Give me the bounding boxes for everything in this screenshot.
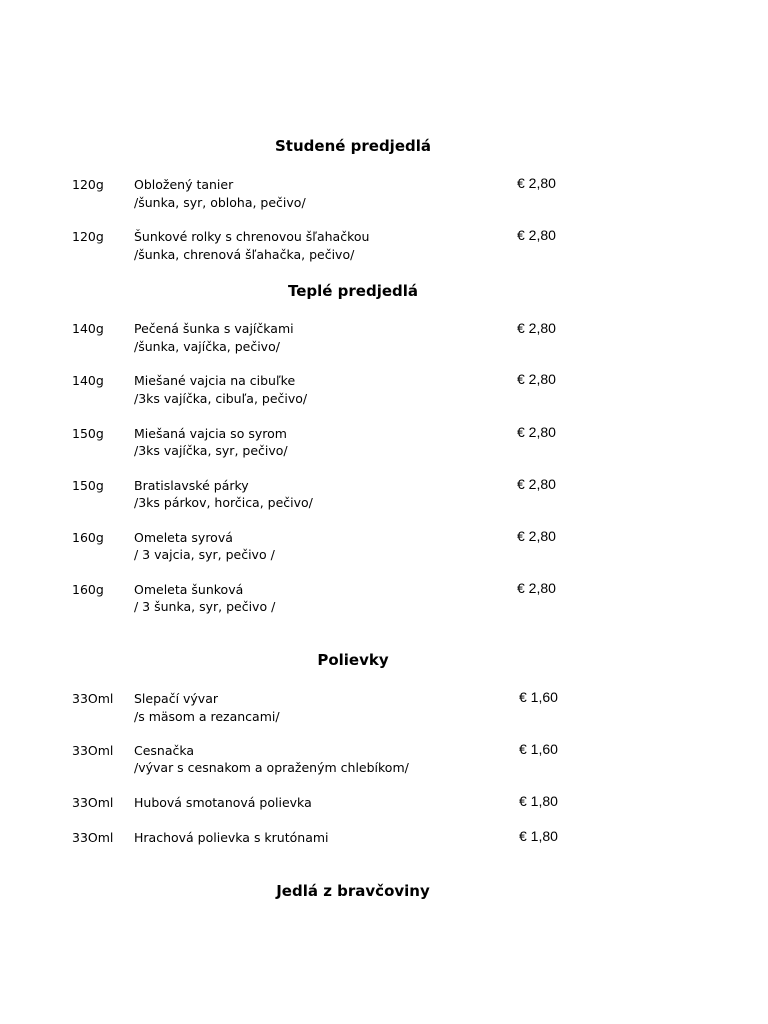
item-price: € 2,80 <box>517 175 556 191</box>
item-price: € 1,60 <box>519 689 558 705</box>
item-name: Obložený tanier <box>134 177 234 192</box>
item-price: € 1,60 <box>519 741 558 757</box>
item-name: Miešaná vajcia so syrom <box>134 426 287 441</box>
item-price: € 2,80 <box>517 371 556 387</box>
item-price: € 2,80 <box>517 528 556 544</box>
item-price: € 1,80 <box>519 828 558 844</box>
section-title-warm-starters: Teplé predjedlá <box>287 282 419 300</box>
item-name: Hubová smotanová polievka <box>134 795 312 810</box>
item-price: € 2,80 <box>517 320 556 336</box>
item-quantity: 33Oml <box>72 795 114 810</box>
item-quantity: 33Oml <box>72 830 114 845</box>
item-name: Miešané vajcia na cibuľke <box>134 373 296 388</box>
item-description: /šunka, vajíčka, pečivo/ <box>134 339 280 354</box>
item-name: Hrachová polievka s krutónami <box>134 830 329 845</box>
item-price: € 2,80 <box>517 476 556 492</box>
item-price: € 1,80 <box>519 793 558 809</box>
item-description: /3ks vajíčka, cibuľa, pečivo/ <box>134 391 308 406</box>
item-name: Slepačí vývar <box>134 691 219 706</box>
section-title-soups: Polievky <box>317 651 389 669</box>
item-quantity: 120g <box>72 229 104 244</box>
section-title-cold-starters: Studené predjedlá <box>275 137 431 155</box>
item-quantity: 160g <box>72 582 104 597</box>
item-quantity: 150g <box>72 478 104 493</box>
item-description: /3ks párkov, horčica, pečivo/ <box>134 495 313 510</box>
item-description: /vývar s cesnakom a opraženým chlebíkom/ <box>134 760 409 775</box>
item-description: /s mäsom a rezancami/ <box>134 709 280 724</box>
item-description: /šunka, chrenová šľahačka, pečivo/ <box>134 247 355 262</box>
item-price: € 2,80 <box>517 227 556 243</box>
item-name: Šunkové rolky s chrenovou šľahačkou <box>134 229 370 244</box>
item-name: Cesnačka <box>134 743 195 758</box>
item-quantity: 33Oml <box>72 691 114 706</box>
item-description: /3ks vajíčka, syr, pečivo/ <box>134 443 288 458</box>
section-title-pork-dishes: Jedlá z bravčoviny <box>276 882 430 900</box>
item-price: € 2,80 <box>517 424 556 440</box>
item-name: Pečená šunka s vajíčkami <box>134 321 294 336</box>
item-name: Bratislavské párky <box>134 478 249 493</box>
item-quantity: 160g <box>72 530 104 545</box>
item-name: Omeleta šunková <box>134 582 244 597</box>
item-quantity: 140g <box>72 373 104 388</box>
item-quantity: 140g <box>72 321 104 336</box>
item-quantity: 33Oml <box>72 743 114 758</box>
item-quantity: 120g <box>72 177 104 192</box>
item-price: € 2,80 <box>517 580 556 596</box>
item-description: / 3 šunka, syr, pečivo / <box>134 599 276 614</box>
item-description: /šunka, syr, obloha, pečivo/ <box>134 195 306 210</box>
item-name: Omeleta syrová <box>134 530 233 545</box>
item-description: / 3 vajcia, syr, pečivo / <box>134 547 275 562</box>
item-quantity: 150g <box>72 426 104 441</box>
